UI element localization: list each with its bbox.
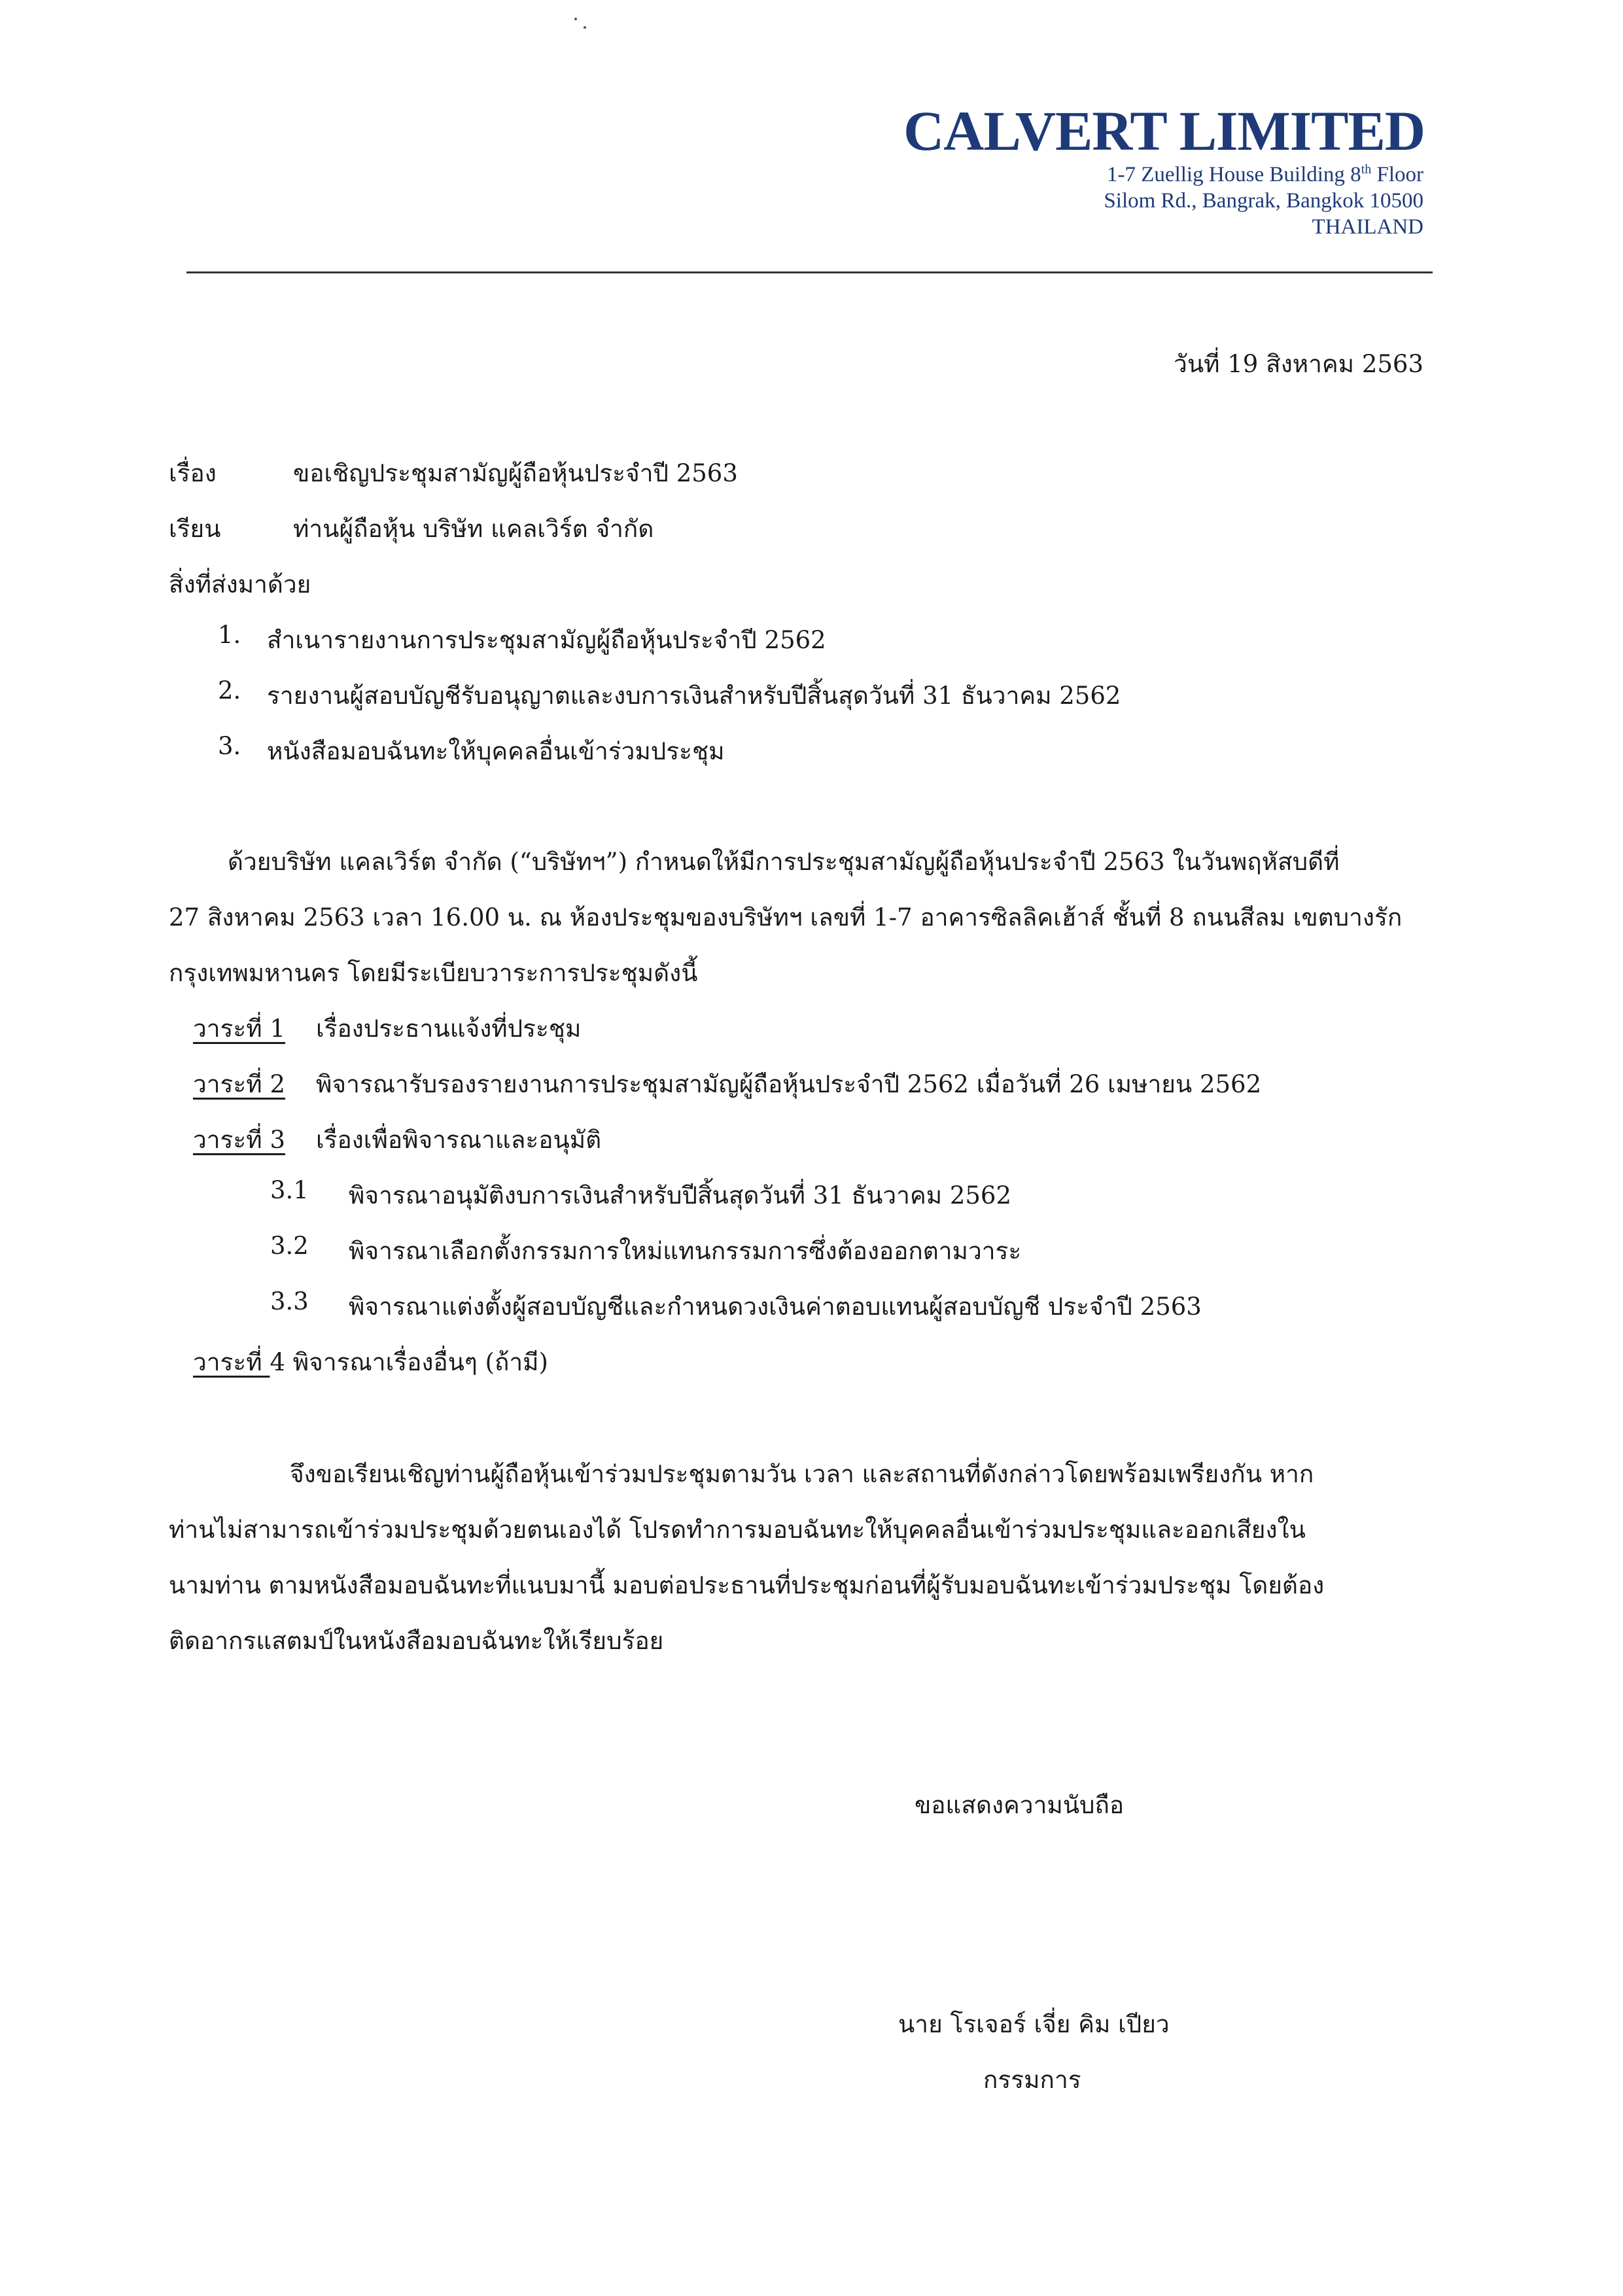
agenda-label: วาระที่ 2	[193, 1070, 285, 1098]
agenda-text: พิจารณารับรองรายงานการประชุมสามัญผู้ถือหุ้นประจำปี 2562 เมื่อวันที่ 26 เมษายน 2562	[316, 1070, 1262, 1098]
enclosure-text: รายงานผู้สอบบัญชีรับอนุญาตและงบการเงินสำหรับปีสิ้นสุดวันที่ 31 ธันวาคม 2562	[267, 682, 1121, 710]
enclosure-text: สำเนารายงานการประชุมสามัญผู้ถือหุ้นประจำปี 2562	[267, 626, 826, 654]
enclosure-num: 1.	[218, 621, 241, 649]
address-line-2: Silom Rd., Bangrak, Bangkok 10500	[1104, 189, 1423, 213]
scan-speck	[574, 18, 577, 20]
sub-item-text: พิจารณาแต่งตั้งผู้สอบบัญชีและกำหนดวงเงินค่าตอบแทนผู้สอบบัญชี ประจำปี 2563	[349, 1293, 1202, 1321]
agenda-label: วาระที่ 3	[193, 1126, 285, 1154]
sub-item-num: 3.2	[270, 1232, 309, 1260]
intro-line: 27 สิงหาคม 2563 เวลา 16.00 น. ณ ห้องประชุมของบริษัทฯ เลขที่ 1-7 อาคารซิลลิคเฮ้าส์ ชั้นที่ 8 ถนนสีลม เขตบางรัก	[169, 903, 1403, 931]
agenda-text: เรื่องประธานแจ้งที่ประชุม	[316, 1015, 582, 1043]
enclosures-label: สิ่งที่ส่งมาด้วย	[169, 570, 311, 599]
enclosure-text: หนังสือมอบฉันทะให้บุคคลอื่นเข้าร่วมประชุม	[267, 737, 725, 765]
signatory-name: นาย โรเจอร์ เจี่ย คิม เปียว	[898, 2010, 1170, 2038]
intro-line: กรุงเทพมหานคร โดยมีระเบียบวาระการประชุมดังนี้	[169, 959, 698, 987]
agenda-text: พิจารณาเรื่องอื่นๆ (ถ้ามี)	[292, 1348, 548, 1376]
sub-item-num: 3.3	[270, 1287, 309, 1315]
sub-item-text: พิจารณาเลือกตั้งกรรมการใหม่แทนกรรมการซึ่งต้องออกตามวาระ	[349, 1237, 1022, 1265]
enclosure-num: 2.	[218, 676, 241, 704]
signatory-title: กรรมการ	[983, 2066, 1081, 2094]
agenda-num: 4	[270, 1348, 285, 1376]
subject-text: ขอเชิญประชุมสามัญผู้ถือหุ้นประจำปี 2563	[293, 459, 738, 487]
scan-speck	[584, 26, 586, 29]
address-line-1: 1-7 Zuellig House Building 8th Floor	[1107, 162, 1423, 186]
to-label: เรียน	[169, 515, 221, 543]
invitation-line: นามท่าน ตามหนังสือมอบฉันทะที่แนบมานี้ มอบต่อประธานที่ประชุมก่อนที่ผู้รับมอบฉันทะเข้าร่วมประชุม โดยต้อง	[169, 1571, 1325, 1599]
closing: ขอแสดงความนับถือ	[915, 1791, 1125, 1819]
letterhead-divider	[186, 271, 1433, 273]
enclosure-num: 3.	[218, 732, 241, 760]
agenda-item-4	[193, 1343, 548, 1382]
invitation-line: ติดอากรแสตมป์ในหนังสือมอบฉันทะให้เรียบร้อย	[169, 1627, 664, 1655]
invitation-line: จึงขอเรียนเชิญท่านผู้ถือหุ้นเข้าร่วมประชุมตามวัน เวลา และสถานที่ดังกล่าวโดยพร้อมเพรียงกัน หาก	[290, 1460, 1314, 1488]
company-name: CALVERT LIMITED	[903, 99, 1425, 162]
invitation-line: ท่านไม่สามารถเข้าร่วมประชุมด้วยตนเองได้ โปรดทำการมอบฉันทะให้บุคคลอื่นเข้าร่วมประชุมและออกเสียงใน	[169, 1516, 1306, 1544]
subject-label: เรื่อง	[169, 459, 217, 487]
letter-date: วันที่ 19 สิงหาคม 2563	[1174, 350, 1423, 378]
agenda-label: วาระที่ 1	[193, 1015, 285, 1043]
agenda-label: วาระที่	[193, 1348, 270, 1376]
sub-item-num: 3.1	[270, 1176, 309, 1204]
sub-item-text: พิจารณาอนุมัติงบการเงินสำหรับปีสิ้นสุดวันที่ 31 ธันวาคม 2562	[349, 1181, 1012, 1209]
agenda-text: เรื่องเพื่อพิจารณาและอนุมัติ	[316, 1126, 602, 1154]
address-line-3: THAILAND	[1312, 215, 1423, 239]
to-text: ท่านผู้ถือหุ้น บริษัท แคลเวิร์ต จำกัด	[293, 515, 654, 543]
intro-line: ด้วยบริษัท แคลเวิร์ต จำกัด (“บริษัทฯ”) กำหนดให้มีการประชุมสามัญผู้ถือหุ้นประจำปี 2563 ในวันพฤหัสบดีที่	[228, 848, 1340, 876]
